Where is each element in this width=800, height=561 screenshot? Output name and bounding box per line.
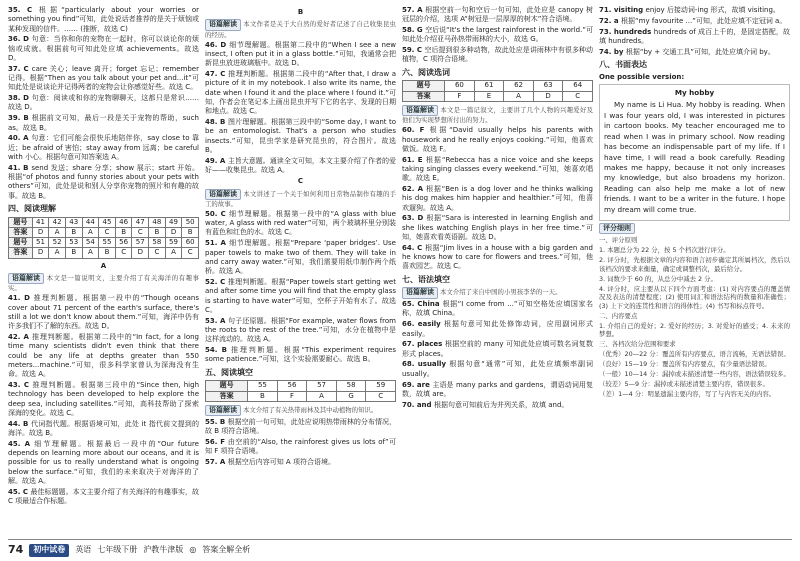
passage-note-b: 语篇解读 本文作者是关于大自然的爱好者记述了自己收集昆虫的经历。 — [205, 20, 396, 39]
table-cell: 61 — [474, 81, 504, 91]
table-cell: B — [115, 227, 132, 237]
table-cell: D — [32, 248, 49, 258]
answer-list-4 — [599, 6, 790, 57]
rubric-line: （差）1—4 分：明显遗漏主要内容，写了与内容无关的内容。 — [599, 390, 776, 399]
section-heading-reading: 四、阅读理解 — [8, 203, 56, 213]
table-row — [9, 217, 199, 227]
answer-number: 69. are — [402, 380, 433, 389]
answer-list-3 — [402, 6, 593, 65]
table-cell: D — [533, 91, 563, 101]
answer-number: 66. easily — [402, 320, 445, 329]
answer-number: 52. C — [205, 277, 228, 286]
answer-item — [402, 300, 593, 319]
answer-item — [8, 420, 199, 439]
answer-table-cloze — [205, 380, 396, 402]
answer-item — [402, 401, 593, 410]
essay-title: My hobby — [674, 87, 715, 97]
answer-number: 73. hundreds — [599, 27, 654, 36]
passage-note-c: 语篇解读 本文讲述了一个关于如何利用日常物品制作有趣的手工的故事。 — [205, 189, 396, 208]
table-cell: A — [165, 248, 182, 258]
answer-item — [402, 156, 593, 184]
answer-explanation: 句子还原题。根据“For example, water flows from the roots to the rest of the tree.”可知，水分在植物中是这样流动的。故选 A。 — [205, 316, 396, 344]
answer-item — [402, 26, 593, 45]
table-row — [9, 227, 199, 237]
answer-item — [205, 418, 396, 437]
table-cell: 57 — [307, 381, 337, 391]
answer-item — [8, 134, 199, 162]
essay-body — [604, 100, 785, 215]
answer-number: 63. D — [402, 214, 427, 223]
answer-number: 59. C — [402, 46, 425, 55]
answer-item — [8, 294, 199, 331]
analysis-badge: 语篇解读 — [402, 287, 438, 298]
rubric-line: （优秀）20—22 分：覆盖所有内容要点，语言流畅，无语法错误。 — [599, 350, 790, 359]
answer-number: 41. D — [8, 294, 34, 303]
answer-explanation: 推理判断题。根据第一段中的“Though oceans cover about 71 percent of the earth's surface, there's still a lot we don't know about them.”可知，海洋中仍有许多我们不了解的东西。故选 D。 — [8, 294, 199, 331]
answer-number: 54. B — [205, 346, 232, 355]
table-cell: D — [165, 227, 182, 237]
answer-explanation: 最佳标题题。本文主要介绍了有关海洋的有趣事实，故 C 项最适合作标题。 — [8, 487, 199, 506]
rubric-line: （较差）5—9 分：漏掉或未描述清楚主要内容，错误很多。 — [599, 380, 769, 389]
table-cell: B — [65, 227, 82, 237]
answer-item — [205, 239, 396, 276]
page-number: 74 — [8, 543, 24, 557]
answer-item — [8, 6, 199, 34]
rubric-heading — [599, 223, 790, 234]
answer-number: 60. F — [402, 126, 430, 135]
analysis-badge: 语篇解读 — [205, 189, 241, 200]
answer-explanation: 根据“Jim lives in a house with a big garden and he knows how to care for flowers and trees.”可知，他喜欢园艺。故选 C。 — [402, 243, 593, 271]
table-cell: E — [474, 91, 504, 101]
answer-explanation: 句意：它们可能会很快乐地陪伴你，say close to 靠近；be afraid of 害怕；stay away from 远离；be careful with 小心。根据句意可知答案选 A。 — [8, 134, 199, 161]
table-cell: B — [99, 248, 116, 258]
table-cell: D — [32, 227, 49, 237]
answer-explanation: 根据空前一句和空后一句可知，此处应是 canopy 树冠层的介绍，选项 A“树冠是一层厚厚的树木”符合语境。 — [402, 6, 593, 24]
answer-explanation: 推理判断题。根据第二段中的“After that, I draw a picture of it in my notebook. I also write its name, the date when I found it and the place where I found it.”可知，作者会在笔记本上画出昆虫并写下它的名字、发现的日期和地点。故选 C。 — [205, 70, 396, 116]
answer-item — [402, 185, 593, 213]
answer-item — [402, 126, 593, 154]
answer-item — [8, 164, 199, 201]
answer-explanation: 根据句意可知此处修饰动词，应用副词形式 easily。 — [402, 320, 593, 338]
answer-explanation: 句意：阅读或和你的宠物聊聊天，这都只是常识…… 故选 D。 — [8, 94, 199, 112]
answer-item — [8, 65, 199, 93]
column-4 — [599, 6, 790, 542]
table-cell: 47 — [132, 217, 149, 227]
answer-number: 45. C — [8, 487, 31, 496]
table-cell: 42 — [49, 217, 66, 227]
rubric-line: （一般）10—14 分：漏掉或未描述清楚一些内容，语法错误较多。 — [599, 370, 790, 379]
answer-explanation: 根据句意可知前后为并列关系，故填 and。 — [434, 400, 569, 409]
answer-number: 58. G — [402, 26, 426, 35]
answer-explanation: send 发送；share 分享；show 展示；start 开始。根据“of photos and funny stories about your pets with others”可知，此处是说和别人分享你宠物的照片和有趣的故事。故选 B。 — [8, 163, 199, 200]
answer-explanation: 主语是 many parks and gardens，谓语动词用复数，故填 are。 — [402, 380, 593, 398]
answer-explanation: 由空前的“Also, the rainforest gives us lots of”可知 F 项符合语境。 — [205, 437, 396, 456]
table-cell: 55 — [248, 381, 278, 391]
table-cell: A — [504, 91, 534, 101]
table-cell: C — [366, 391, 396, 401]
answer-item — [402, 6, 593, 25]
column-2 — [205, 6, 396, 542]
circle-icon: ◎ — [189, 545, 197, 555]
answer-number: 43. C — [8, 381, 33, 390]
answer-item — [402, 46, 593, 65]
table-cell: 题号 — [9, 217, 33, 227]
table-cell: 45 — [99, 217, 116, 227]
answer-item — [8, 440, 199, 486]
answer-number: 51. A — [205, 239, 230, 248]
answer-table-reading — [8, 217, 199, 259]
answer-number: 44. B — [8, 419, 32, 428]
essay-paragraph: My name is Li Hua. My hobby is reading. When I was four years old, I was interested in pictures in cartoon books. My teacher encouraged me to read when I was in primary school. Now reading has become an indispensable part of my life. If I have time, I will read a book carefully. Reading makes me happy, because it not only increases my knowledge, but also broadens my horizon. Reading can also help me make a lot of new friends. I want to be a writer in the future. I hope my dream will come true. — [604, 100, 785, 214]
table-cell: 答案 — [403, 91, 445, 101]
answer-explanation: 根据“by + 交通工具”可知，此处应填介词 by。 — [625, 47, 775, 56]
answer-number: 61. E — [402, 155, 426, 164]
answer-explanation: 根据句意“通常”可知，此处应填频率副词 usually。 — [402, 360, 593, 378]
series-badge: 初中试卷 — [29, 544, 69, 557]
table-row — [206, 381, 396, 391]
table-cell: G — [336, 391, 366, 401]
answer-number: 41. B — [8, 163, 32, 172]
answer-item — [8, 94, 199, 113]
answer-item — [205, 278, 396, 315]
answer-explanation: 细节理解题。根据第一段中的“A glass with blue water, A glass with red water”可知，两个玻璃杯里分别装有蓝色和红色的水。故选 C。 — [205, 209, 396, 237]
passage-note-7: 语篇解读 本文介绍了来自中国的小男孩李华的一天。 — [402, 287, 593, 298]
answer-number: 70. and — [402, 400, 434, 409]
table-cell: 51 — [32, 238, 49, 248]
answer-item — [205, 458, 396, 467]
sample-label: One possible version: — [599, 72, 685, 81]
table-cell: 41 — [32, 217, 49, 227]
answer-number: 74. by — [599, 47, 626, 56]
answer-number: 64. C — [402, 243, 426, 252]
table-row — [9, 238, 199, 248]
answer-list-3b — [402, 126, 593, 271]
answer-explanation: 根据“particularly about your worries or something you find”可知，此处说话者推荐的是关于烦恼或某种发现的信件。…… (推断，故选 C) — [8, 6, 199, 33]
edition-label: 沪教牛津版 — [143, 545, 184, 555]
table-cell: 56 — [115, 238, 132, 248]
answer-list-3c — [402, 300, 593, 410]
passage-note-5: 语篇解读 本文介绍了有关热带雨林及其中动植物的知识。 — [205, 405, 396, 416]
answer-item — [8, 381, 199, 418]
table-cell: 答案 — [9, 227, 33, 237]
column-1 — [8, 6, 199, 542]
section-heading-cloze: 五、阅读填空 — [205, 367, 253, 377]
table-cell: 44 — [82, 217, 99, 227]
answer-number: 65. China — [402, 300, 443, 309]
answer-explanation: enjoy 后接动词-ing 形式，故填 visiting。 — [645, 6, 780, 14]
answer-explanation: 根据“Sara is interested in learning English and she likes watching English plays in her free time.”可知，她喜欢看英语剧。故选 D。 — [402, 214, 593, 242]
answer-explanation: 代词指代题。根据语境可知，此处 it 指代前文提到的海洋。故选 B。 — [8, 419, 199, 438]
answer-number: 56. F — [205, 437, 228, 446]
rubric-line: 1. 本题总分为 22 分，按 5 个档次进行评分。 — [599, 245, 730, 254]
table-cell: F — [445, 91, 475, 101]
rubric-line: 2. 评分时，先根据文章的内容和语言初步确定其所属档次，然后以该档次的要求来衡量，确定或调整档次，最后给分。 — [599, 255, 790, 273]
table-cell: A — [82, 227, 99, 237]
answer-number: 50. C — [205, 209, 230, 218]
section-heading-grammar: 七、语法填空 — [402, 274, 450, 284]
answer-item — [205, 438, 396, 457]
table-cell: B — [248, 391, 278, 401]
table-cell: B — [182, 227, 199, 237]
answer-explanation: 根据前文可知，最后一段是关于宠物的帮助，such as。故选 B。 — [8, 114, 199, 132]
table-cell: A — [82, 248, 99, 258]
analysis-badge: 语篇解读 — [402, 105, 438, 116]
table-cell: C — [182, 248, 199, 258]
passage-label-a: A — [100, 261, 107, 270]
table-cell: 49 — [165, 217, 182, 227]
answer-item — [599, 17, 790, 26]
answer-number: 55. B — [205, 417, 228, 426]
answer-explanation: 推理判断题。根据第三段中的“Since then, high technology has been developed to help explore the deep sea, including satellites.”可知，高科技帮助了探索深海的变化。故选 C。 — [8, 381, 199, 417]
answer-number: 46. D — [205, 40, 230, 49]
answer-number: 45. A — [8, 439, 35, 448]
answer-table-word-choice — [402, 80, 593, 102]
analysis-badge: 语篇解读 — [8, 273, 44, 284]
passage-note-a: 语篇解读 本文是一篇说明文，主要介绍了有关海洋的有趣事实。 — [8, 274, 199, 293]
answer-number: 47. C — [205, 70, 229, 78]
answer-list-2 — [205, 41, 396, 176]
table-cell: F — [277, 391, 307, 401]
answer-item — [205, 210, 396, 238]
table-cell: 答案 — [206, 391, 248, 401]
sample-essay — [599, 84, 790, 221]
answer-number: 49. A — [205, 156, 228, 165]
answer-list-1 — [8, 6, 199, 201]
answer-explanation: 图片理解题。根据第三段中的“Some day, I want to be an entomologist. That's a person who studies insects.”可知，昆虫学家是研究昆虫的，符合图片。故选 B。 — [205, 117, 396, 154]
answer-list-2b — [205, 210, 396, 365]
passage-label-b: B — [297, 8, 304, 16]
table-cell: 58 — [149, 238, 166, 248]
answer-explanation: hundreds of 成百上千的，是固定搭配，故填 hundreds。 — [599, 27, 790, 45]
answer-explanation: 细节理解题。根据第二段中的“When I see a new insect, I often put it in a glass bottle.”可知，我通常会把新昆虫放进玻璃瓶中。故选 D。 — [205, 40, 396, 68]
section-heading-writing: 八、书面表达 — [599, 59, 647, 69]
table-cell: 答案 — [9, 248, 33, 258]
columns — [8, 6, 792, 542]
answer-number: 62. A — [402, 185, 427, 194]
answer-item — [599, 48, 790, 57]
table-cell: D — [132, 248, 149, 258]
rubric-line: 二、内容要点 — [599, 311, 638, 320]
answer-explanation: 根据空前一句可知，此处应说明热带雨林的分布情况，故 B 项符合语境。 — [205, 417, 396, 435]
rubric-line: 1. 介绍自己的爱好；2. 爱好的经历；3. 对爱好的感受；4. 未来的梦想。 — [599, 321, 790, 339]
table-cell: 题号 — [9, 238, 33, 248]
table-cell: 52 — [49, 238, 66, 248]
table-cell: C — [149, 248, 166, 258]
answer-item — [599, 28, 790, 47]
table-cell: 54 — [82, 238, 99, 248]
answer-number: 36. D — [8, 35, 32, 44]
table-cell: 题号 — [206, 381, 248, 391]
answer-explanation: 推理判断题。根据第二段中的“In fact, for a long time many scientists didn't even think that there could be any life at depths greater than 550 meters...machine.”可知，很多科学家曾认为深海没有生命。故选 A。 — [8, 333, 199, 379]
passage-note-6: 语篇解读 本文是一篇记叙文，主要讲了几个人物的兴趣爱好及他们为实现梦想所付出的努力。 — [402, 106, 593, 125]
table-cell: 53 — [65, 238, 82, 248]
answer-number: 67. places — [402, 340, 446, 349]
answer-number: 35. C — [8, 6, 39, 14]
answer-item — [205, 157, 396, 176]
answer-item — [8, 488, 199, 507]
answer-item — [205, 70, 396, 116]
answer-item — [8, 333, 199, 379]
table-cell: 55 — [99, 238, 116, 248]
table-row — [9, 248, 199, 258]
answer-explanation: 细节理解题。根据“Prepare ‘paper bridges’. Use paper towels to make two of them. They will take in and carry away water.”可知，我们需要用纸巾制作两个纸桥。故选 A。 — [205, 239, 396, 276]
table-cell: A — [49, 248, 66, 258]
table-cell: 59 — [165, 238, 182, 248]
answer-explanation: 主旨大意题。通读全文可知，本文主要介绍了作者的爱好——收集昆虫。故选 A。 — [205, 156, 396, 174]
answer-explanation: 根据“Ben is a dog lover and he thinks walking his dog makes him happier and healthier.”可知，他喜欢遛狗。故选 A。 — [402, 185, 593, 212]
answer-item — [205, 346, 396, 365]
table-cell: 58 — [336, 381, 366, 391]
table-cell: 50 — [182, 217, 199, 227]
table-cell: C — [115, 248, 132, 258]
rubric-line: 一、评分原则 — [599, 235, 638, 244]
table-cell: C — [563, 91, 593, 101]
table-row — [403, 91, 593, 101]
table-cell: 43 — [65, 217, 82, 227]
rubric-line: 4. 评分时，应主要从以下四个方面考虑：(1) 对内容要点的覆盖情况及表达的清楚程度；(2) 使用词汇和语法结构的数量和准确性；(3) 上下文的连贯性和语言的得体性；(4) 书写和标点符号。 — [599, 284, 790, 310]
footer-tail: 答案全解全析 — [202, 545, 251, 555]
answer-item — [402, 360, 593, 379]
answer-explanation: 根据空后内容可知 A 项符合语境。 — [227, 457, 335, 466]
rubric-line: （良好）15—19 分：覆盖所有内容要点，有少量语法错误。 — [599, 360, 771, 369]
answer-explanation: 句意：当你和你的宠物在一起时，你可以谈论你的烦恼或成就。根据前句可知此处应填 achievements。故选 D。 — [8, 35, 199, 62]
section-heading-word-choice: 六、阅读选词 — [402, 67, 450, 77]
rubric-badge: 评分细则 — [599, 223, 635, 234]
answer-item — [205, 118, 396, 155]
answer-number: 57. A — [402, 6, 426, 14]
answer-explanation: 细节理解题。根据最后一段中的“Our future depends on learning more about our oceans, and it is possible for us to really understand what is ongoing below the surface.”可知，我们的未来取决于对海洋的了解。故选 A。 — [8, 439, 199, 485]
answer-explanation: 空后说“It's the largest rainforest in the world.”可知此处介绍亚马孙热带雨林的大小，故选 G。 — [402, 26, 593, 44]
table-cell: 48 — [149, 217, 166, 227]
answer-explanation: 推理判断题。根据“Paper towels start getting wet and after some time you will find that the empty glass is starting to have water”可知，空杯子开始有水了。故选 C。 — [205, 277, 396, 314]
passage-label-c: C — [297, 177, 304, 186]
answer-item — [8, 114, 199, 133]
answer-explanation: 根据“I come from ...”可知空格处应填国家名称，故填 China。 — [402, 300, 593, 318]
answer-item — [402, 340, 593, 359]
answer-item — [8, 35, 199, 63]
table-cell: 60 — [182, 238, 199, 248]
answer-number: 68. usually — [402, 360, 450, 369]
table-cell: 57 — [132, 238, 149, 248]
rubric-line: 3. 词数少于 60 的，从总分中减去 2 分。 — [599, 274, 717, 283]
answer-item — [599, 6, 790, 15]
table-cell: 46 — [115, 217, 132, 227]
table-cell: B — [65, 248, 82, 258]
table-cell: B — [149, 227, 166, 237]
grade-label: 七年级下册 — [97, 545, 138, 555]
column-3 — [402, 6, 593, 542]
answer-list-1b — [8, 294, 199, 506]
page-footer — [8, 539, 792, 561]
answer-number: 57. A — [205, 457, 228, 466]
table-cell: 62 — [504, 81, 534, 91]
answer-item — [402, 214, 593, 242]
table-cell: 60 — [445, 81, 475, 91]
table-cell: C — [132, 227, 149, 237]
table-cell: 59 — [366, 381, 396, 391]
table-cell: 56 — [277, 381, 307, 391]
answer-number: 40. A — [8, 134, 32, 143]
answer-explanation: 根据“David usually helps his parents with housework and he really enjoys cooking.”可知，他喜欢做饭。故选 F。 — [402, 126, 593, 153]
analysis-badge: 语篇解读 — [205, 19, 241, 30]
answer-explanation: 根据“Rebecca has a nice voice and she keeps taking singing classes every weekend.”可知，她喜欢唱歌。故选 E。 — [402, 155, 593, 183]
answer-explanation: 推理判断题。根据“This experiment requires some patience.”可知，这个实验需要耐心。故选 B。 — [205, 346, 396, 364]
answer-number: 39. B — [8, 114, 32, 123]
answer-list-2c — [205, 418, 396, 467]
table-cell: 63 — [533, 81, 563, 91]
answer-explanation: care 关心；leave 离开；forget 忘记；remember 记得。根据“Then as you talk about your pet and...it”可知此处是说谈论并记得两者的宠物会让你感觉好些。故选 C。 — [8, 64, 199, 92]
answer-item — [402, 320, 593, 339]
answer-number: 53. A — [205, 316, 229, 325]
subject-label: 英语 — [75, 545, 92, 555]
rubric-line: 三、各档次给分范围和要求 — [599, 340, 676, 349]
answer-number: 42. A — [8, 333, 33, 342]
answer-item — [205, 41, 396, 69]
table-cell: 题号 — [403, 81, 445, 91]
answer-number: 48. B — [205, 117, 228, 126]
answer-item — [402, 244, 593, 272]
table-row — [206, 391, 396, 401]
answer-number: 72. a — [599, 16, 621, 25]
table-row — [403, 81, 593, 91]
answer-number: 71. visiting — [599, 6, 646, 14]
table-cell: C — [99, 227, 116, 237]
table-cell: A — [49, 227, 66, 237]
table-cell: 64 — [563, 81, 593, 91]
table-cell: A — [307, 391, 337, 401]
answer-item — [402, 381, 593, 400]
rubric-list — [599, 236, 790, 399]
answer-explanation: 空后提到很多种动物，故此处应是讲雨林中有很多种动植物，C 项符合语境。 — [402, 46, 593, 64]
answer-explanation: 根据“my favourite ...”可知，此处应填不定冠词 a。 — [621, 16, 787, 25]
answer-number: 38. D — [8, 94, 32, 103]
answer-explanation: 根据空前的 many 可知此处应填可数名词复数形式 places。 — [402, 340, 593, 358]
analysis-badge: 语篇解读 — [205, 405, 241, 416]
answer-number: 37. C — [8, 64, 32, 73]
answer-item — [205, 317, 396, 345]
